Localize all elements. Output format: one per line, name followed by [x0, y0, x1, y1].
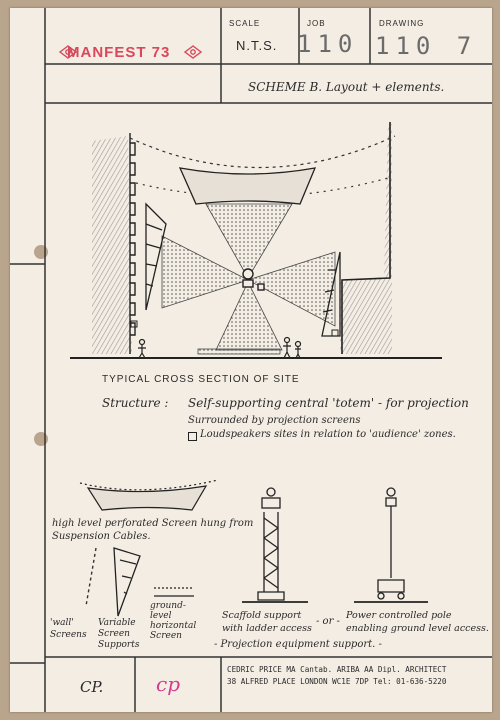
drawing-label: DRAWING [379, 19, 425, 28]
ground-screen-sketch [154, 588, 194, 596]
suspended-screen-sketch [80, 480, 218, 510]
variable-supports-label: Supports [98, 640, 140, 650]
wall-screens-label: Screens [50, 630, 87, 640]
variable-support-sketch [114, 548, 140, 616]
drawing-number: 110 7 [375, 32, 478, 60]
or-text: - or - [316, 616, 340, 627]
job-label: JOB [307, 19, 326, 28]
screen-caption: high level perforated Screen hung from [52, 518, 254, 529]
variable-supports-label: Variable [98, 618, 136, 628]
initials-signature: cp [156, 672, 181, 696]
drawing-sheet [10, 8, 492, 712]
manfest-logo-text: MANFEST 73 [67, 44, 171, 61]
initials-ink: CP. [80, 678, 104, 696]
structure-text: Self-supporting central 'totem' - for projection [188, 396, 469, 410]
right-wall-shading [340, 124, 392, 354]
drawing-linework [10, 8, 492, 712]
ground-screen-label: ground- [150, 601, 186, 611]
pole-caption: enabling ground level access. [346, 623, 489, 634]
high-level-screen [180, 168, 315, 204]
architect-address-line: 38 ALFRED PLACE LONDON WC1E 7DP Tel: 01-636-5220 [227, 677, 447, 686]
job-number: 110 [297, 30, 359, 58]
power-pole-sketch [354, 488, 428, 602]
surrounded-text: Surrounded by projection screens [188, 415, 361, 426]
loudspeaker-icon [332, 330, 338, 336]
scale-value: N.T.S. [236, 38, 278, 53]
loudspeaker-icon [131, 321, 137, 327]
speakers-text: Loudspeakers sites in relation to 'audience' zones. [200, 429, 456, 440]
screen-caption: Suspension Cables. [52, 531, 151, 542]
scaffold-caption: Scaffold support [222, 610, 302, 621]
ground-screen-label: Screen [150, 631, 182, 641]
ground-screen-label: horizontal [150, 621, 197, 631]
variable-supports-label: Screen [98, 629, 130, 639]
ground-screen-label: level [150, 611, 172, 621]
loudspeaker-icon [188, 432, 197, 441]
scaffold-support-sketch [242, 488, 308, 602]
architect-name-line: CEDRIC PRICE MA Cantab. ARIBA AA Dipl. ARCHITECT [227, 665, 447, 674]
ground-level-screen [198, 349, 280, 354]
equipment-caption: - Projection equipment support. - [214, 639, 382, 650]
pole-caption: Power controlled pole [346, 610, 452, 621]
section-caption: TYPICAL CROSS SECTION OF SITE [102, 374, 300, 385]
left-wall-shading [92, 136, 132, 354]
scheme-title: SCHEME B. Layout + elements. [248, 80, 445, 94]
wall-screens-label: 'wall' [50, 618, 74, 628]
suspension-cable [130, 136, 395, 168]
structure-label: Structure : [102, 396, 169, 410]
scaffold-caption: with ladder access [222, 623, 312, 634]
title-block-frame [10, 8, 492, 712]
scale-label: SCALE [229, 19, 261, 28]
wall-screen-sketch [86, 548, 96, 606]
